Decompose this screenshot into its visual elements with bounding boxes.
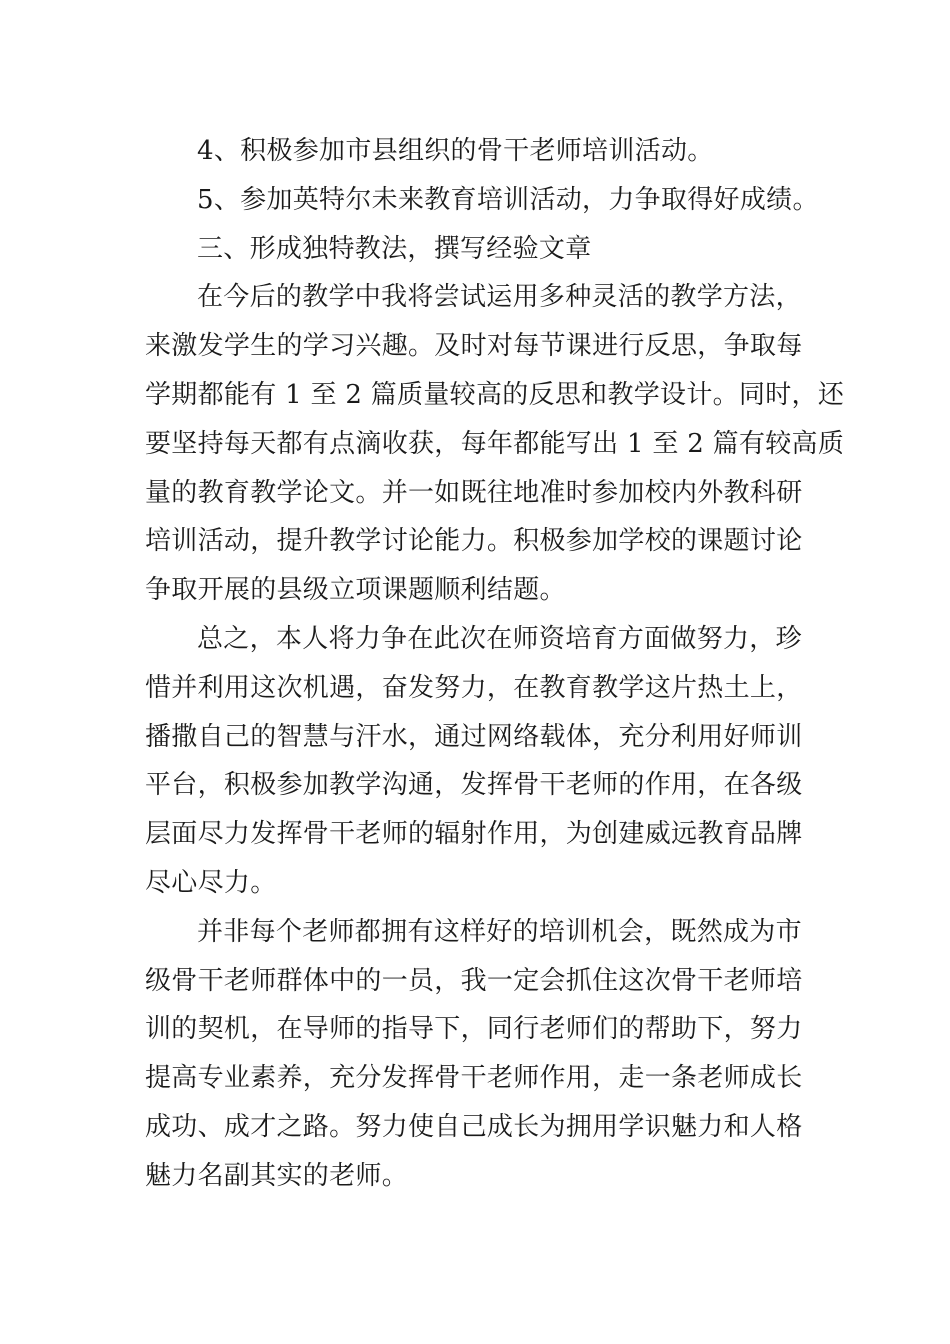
paragraph-line: 级骨干老师群体中的一员，我一定会抓住这次骨干老师培 xyxy=(145,965,803,996)
paragraph-line: 并非每个老师都拥有这样好的培训机会，既然成为市 xyxy=(197,916,802,947)
paragraph-line: 成功、成才之路。努力使自己成长为拥用学识魅力和人格 xyxy=(145,1111,803,1142)
paragraph-line: 尽心尽力。 xyxy=(145,867,277,898)
paragraph-line: 量的教育教学论文。并一如既往地准时参加校内外教科研 xyxy=(145,477,803,508)
list-item-4: 4、积极参加市县组织的骨干老师培训活动。 xyxy=(197,136,714,166)
paragraph-line: 来激发学生的学习兴趣。及时对每节课进行反思，争取每 xyxy=(145,331,803,362)
document-body xyxy=(145,127,845,1201)
section-heading-3: 三、形成独特教法，撰写经验文章 xyxy=(197,233,592,264)
paragraph-line: 要坚持每天都有点滴收获，每年都能写出 1 至 2 篇有较高质 xyxy=(145,428,845,459)
list-item-5: 5、参加英特尔未来教育培训活动，力争取得好成绩。 xyxy=(197,184,819,215)
paragraph-line: 提高专业素养，充分发挥骨干老师作用，走一条老师成长 xyxy=(145,1063,803,1094)
paragraph-line: 层面尽力发挥骨干老师的辐射作用，为创建威远教育品牌 xyxy=(145,819,803,850)
paragraph-line: 平台，积极参加教学沟通，发挥骨干老师的作用，在各级 xyxy=(145,770,803,801)
paragraph-line: 在今后的教学中我将尝试运用多种灵活的教学方法， xyxy=(197,282,802,313)
paragraph-line: 播撒自己的智慧与汗水，通过网络载体，充分利用好师训 xyxy=(145,721,803,752)
paragraph-line: 惜并利用这次机遇，奋发努力，在教育教学这片热土上， xyxy=(145,672,803,703)
paragraph-line: 培训活动，提升教学讨论能力。积极参加学校的课题讨论 xyxy=(145,526,803,557)
paragraph-line: 争取开展的县级立项课题顺利结题。 xyxy=(145,575,566,606)
paragraph-line: 总之，本人将力争在此次在师资培育方面做努力，珍 xyxy=(197,623,802,654)
paragraph-line: 魅力名副其实的老师。 xyxy=(145,1160,409,1191)
paragraph-line: 学期都能有 1 至 2 篇质量较高的反思和教学设计。同时，还 xyxy=(145,379,845,410)
paragraph-line: 训的契机，在导师的指导下，同行老师们的帮助下，努力 xyxy=(145,1014,803,1045)
